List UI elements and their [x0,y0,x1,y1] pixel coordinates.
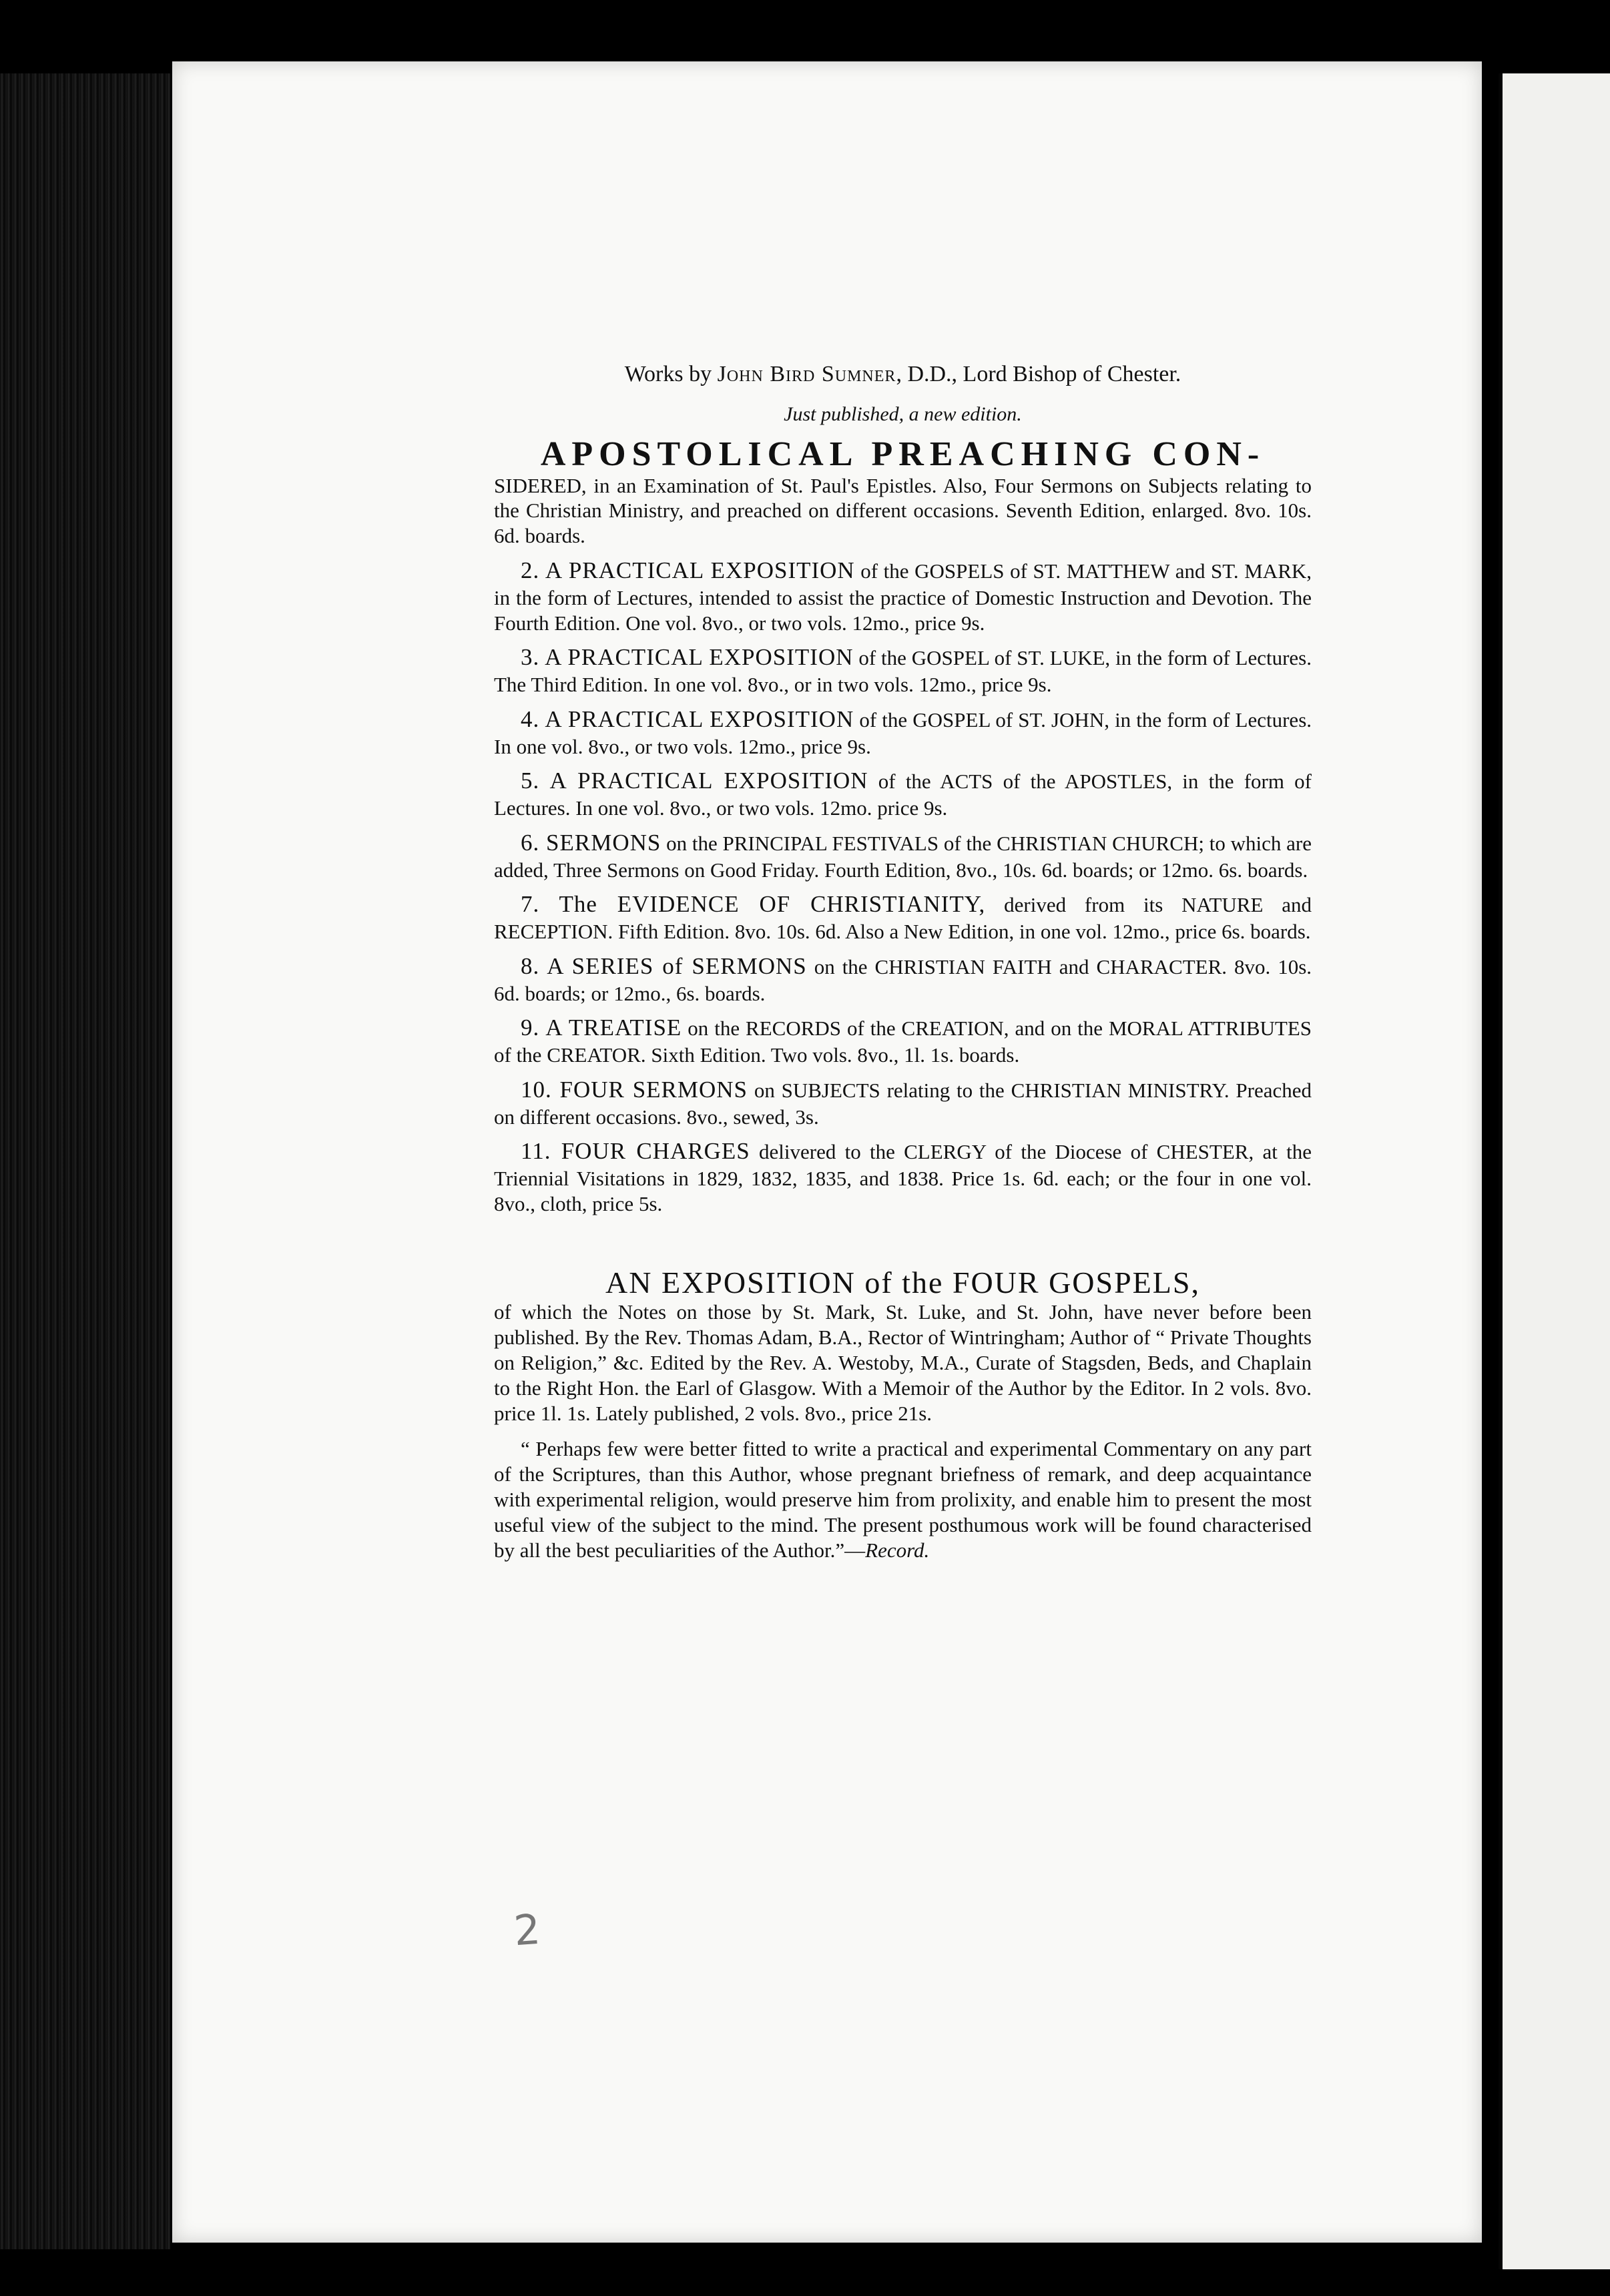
list-item [494,705,1312,760]
review-quote [494,1436,1312,1562]
works-heading-suffix: , D.D., Lord Bishop of Chester. [896,362,1181,386]
entry-title: 3. A PRACTICAL EXPOSITION [521,644,854,671]
entry-text: on SUBJECTS relating to the CHRISTIAN MINISTRY. Preached on different occasions. 8vo., sewed, 3s. [494,1078,1312,1129]
entry-text: of the GOSPEL of ST. LUKE, in the form of Lectures. The Third Edition. In one vol. 8vo., or in two vols. 12mo., price 9s. [494,646,1312,697]
list-item [494,952,1312,1007]
entry-title: APOSTOLICAL PREACHING CON- [540,435,1266,474]
entry-title: 7. The EVIDENCE OF CHRISTIANITY, [521,891,986,918]
list-item [494,829,1312,883]
entry-title: 11. FOUR CHARGES [521,1138,750,1165]
list-item [494,1137,1312,1216]
entry-text: on the PRINCIPAL FESTIVALS of the CHRISTIAN CHURCH; to which are added, Three Sermons on Good Friday. Fourth Edition, 8vo., 10s. 6d. boards; or 12mo. 6s. boards. [494,831,1312,882]
works-heading [494,360,1312,388]
entry-text: on the CHRISTIAN FAITH and CHARACTER. 8vo. 10s. 6d. boards; or 12mo., 6s. boards. [494,954,1312,1005]
list-item [494,437,1312,549]
list-item [494,767,1312,821]
review-text: “ Perhaps few were better fitted to write a practical and experimental Commentary on any part of the Scriptures, than this Author, whose pregnant briefness of remark, and deep acquaintance with experimental religion, would preserve him from prolixity, and enable him to present the most useful view of the subject to the mind. The present posthumous work will be found characterised by all the best peculiarities of the Author.”— [494,1437,1312,1562]
book-edge [0,73,170,2249]
entry-title: 5. A PRACTICAL EXPOSITION [521,768,868,794]
exposition-text: of which the Notes on those by St. Mark, St. Luke, and St. John, have never before been published. By the Rev. Thomas Adam, B.A., Rector of Wintringham; Author of “ Private Thoughts on Religion,” &c. Edited by the Rev. A. Westoby, M.A., Curate of Stagsden, Beds, and Chaplain to the Right Hon. the Earl of Glasgow. With a Memoir of the Author by the Editor. In 2 vols. 8vo. price 1l. 1s. Lately published, 2 vols. 8vo., price 21s. [494,1300,1312,1425]
list-item [494,643,1312,697]
list-item [494,1076,1312,1130]
list-item [494,557,1312,635]
works-heading-prefix: Works by [624,362,712,386]
list-item [494,890,1312,944]
review-source: Record. [865,1538,930,1562]
entry-text: derived from its NATURE and RECEPTION. Fifth Edition. 8vo. 10s. 6d. Also a New Edition, in one vol. 12mo., price 6s. boards. [494,893,1312,944]
advertisement-text [494,360,1312,1583]
next-page-edge [1499,73,1610,2269]
works-heading-author: John Bird Sumner [717,362,896,386]
edition-note: Just published, a new edition. [784,403,1022,426]
entry-text: of the GOSPEL of ST. JOHN, in the form of Lectures. In one vol. 8vo., or two vols. 12mo., price 9s. [494,707,1312,758]
entry-text: on the RECORDS of the CREATION, and on the MORAL ATTRIBUTES of the CREATOR. Sixth Edition. Two vols. 8vo., 1l. 1s. boards. [494,1017,1312,1067]
entry-title: 2. A PRACTICAL EXPOSITION [521,557,855,584]
entry-title: 10. FOUR SERMONS [521,1076,748,1103]
handwritten-page-mark: 2 [512,1904,542,1956]
list-item [494,1014,1312,1068]
entry-text: SIDERED, in an Examination of St. Paul's Epistles. Also, Four Sermons on Subjects relating to the Christian Ministry, and preached on different occasions. Seventh Edition, enlarged. 8vo. 10s. 6d. boards. [494,473,1312,548]
entry-text: of the GOSPELS of ST. MATTHEW and ST. MARK, in the form of Lectures, intended to assist the practice of Domestic Instruction and Devotion. The Fourth Edition. One vol. 8vo., or two vols. 12mo., price 9s. [494,559,1312,635]
entry-text: delivered to the CLERGY of the Diocese of CHESTER, at the Triennial Visitations in 1829, 1832, 1835, and 1838. Price 1s. 6d. each; or the four in one vol. 8vo., cloth, price 5s. [494,1140,1312,1215]
entry-title: 8. A SERIES of SERMONS [521,952,807,979]
exposition-title: AN EXPOSITION of the FOUR GOSPELS, [605,1265,1200,1300]
entry-text: of the ACTS of the APOSTLES, in the form of Lectures. In one vol. 8vo., or two vols. 12mo. price 9s. [494,770,1312,820]
section-divider [494,1225,1312,1266]
entry-title: 6. SERMONS [521,829,661,856]
exposition-notice [494,1266,1312,1426]
entry-title: 4. A PRACTICAL EXPOSITION [521,705,854,732]
entry-title: 9. A TREATISE [521,1015,682,1041]
